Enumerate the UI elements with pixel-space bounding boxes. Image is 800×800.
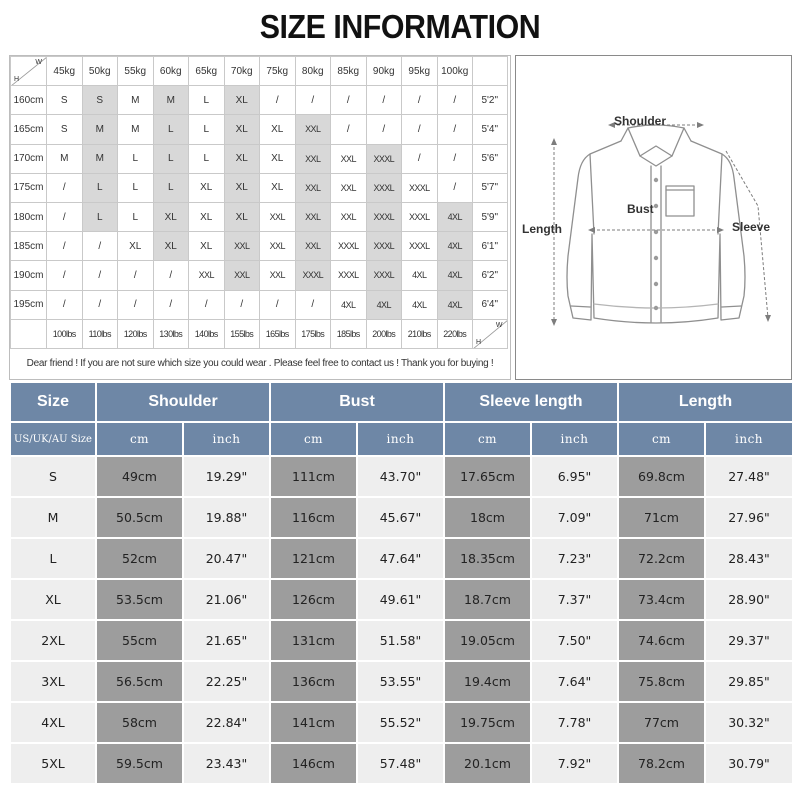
- sleeve-inch-cell: 7.64": [531, 661, 618, 702]
- shoulder-cm-cell: 59.5cm: [96, 743, 183, 784]
- height-in-label: 5'7": [473, 173, 508, 202]
- height-cm-label: 170cm: [11, 144, 47, 173]
- length-cm-cell: 69.8cm: [618, 456, 705, 497]
- matrix-size-cell: /: [82, 261, 118, 290]
- matrix-size-cell: S: [47, 115, 83, 144]
- weight-lbs-header: 120lbs: [118, 319, 154, 348]
- header-sleeve-length: Sleeve length: [444, 382, 618, 422]
- matrix-size-cell: XXL: [189, 261, 225, 290]
- shoulder-inch-cell: 19.88": [183, 497, 270, 538]
- weight-lbs-header: 140lbs: [189, 319, 225, 348]
- sleeve-cm-cell: 20.1cm: [444, 743, 531, 784]
- matrix-size-cell: /: [47, 261, 83, 290]
- sleeve-inch-cell: 6.95": [531, 456, 618, 497]
- unit-inch: inch: [357, 422, 444, 456]
- table-row: [10, 620, 793, 661]
- sleeve-inch-cell: 7.37": [531, 579, 618, 620]
- shoulder-cm-cell: 58cm: [96, 702, 183, 743]
- table-row: [10, 579, 793, 620]
- length-cm-cell: 73.4cm: [618, 579, 705, 620]
- shoulder-cm-cell: 53.5cm: [96, 579, 183, 620]
- height-in-label: 5'9": [473, 202, 508, 231]
- length-label: Length: [522, 222, 562, 236]
- size-cell: L: [10, 538, 96, 579]
- matrix-size-cell: /: [295, 290, 331, 319]
- unit-inch: inch: [705, 422, 793, 456]
- weight-lbs-header: 185lbs: [331, 319, 367, 348]
- shoulder-inch-cell: 19.29": [183, 456, 270, 497]
- size-cell: M: [10, 497, 96, 538]
- corner-weight-label: W: [35, 59, 42, 66]
- weight-lbs-header: 220lbs: [437, 319, 473, 348]
- bust-cm-cell: 146cm: [270, 743, 357, 784]
- matrix-size-cell: 4XL: [437, 232, 473, 261]
- matrix-size-cell: /: [295, 86, 331, 115]
- height-cm-label: 165cm: [11, 115, 47, 144]
- sleeve-cm-cell: 19.05cm: [444, 620, 531, 661]
- matrix-size-cell: XXL: [260, 202, 296, 231]
- matrix-size-cell: /: [260, 86, 296, 115]
- matrix-row: [11, 232, 508, 261]
- bust-cm-cell: 121cm: [270, 538, 357, 579]
- matrix-size-cell: XL: [189, 232, 225, 261]
- matrix-size-cell: /: [331, 86, 367, 115]
- matrix-size-cell: XXL: [331, 202, 367, 231]
- length-cm-cell: 72.2cm: [618, 538, 705, 579]
- matrix-size-cell: /: [437, 173, 473, 202]
- matrix-size-cell: XL: [224, 144, 260, 173]
- table-row: [10, 661, 793, 702]
- matrix-size-cell: XXXL: [331, 232, 367, 261]
- matrix-size-cell: M: [153, 86, 189, 115]
- size-cell: S: [10, 456, 96, 497]
- sleeve-cm-cell: 19.75cm: [444, 702, 531, 743]
- matrix-row: [11, 261, 508, 290]
- length-cm-cell: 78.2cm: [618, 743, 705, 784]
- matrix-row: [11, 86, 508, 115]
- matrix-size-cell: /: [153, 290, 189, 319]
- weight-kg-header: 50kg: [82, 57, 118, 86]
- size-matrix-table: [10, 56, 508, 349]
- matrix-size-cell: 4XL: [437, 261, 473, 290]
- matrix-corner-bottom: [473, 319, 508, 348]
- weight-kg-header: 95kg: [402, 57, 438, 86]
- length-inch-cell: 27.48": [705, 456, 793, 497]
- bust-inch-cell: 57.48": [357, 743, 444, 784]
- matrix-size-cell: XL: [260, 115, 296, 144]
- bust-inch-cell: 45.67": [357, 497, 444, 538]
- height-cm-label: 185cm: [11, 232, 47, 261]
- matrix-size-cell: XXL: [224, 261, 260, 290]
- matrix-row: [11, 173, 508, 202]
- matrix-size-cell: /: [366, 86, 402, 115]
- shoulder-inch-cell: 21.06": [183, 579, 270, 620]
- height-in-label: 5'4": [473, 115, 508, 144]
- matrix-size-cell: XXL: [331, 144, 367, 173]
- sleeve-inch-cell: 7.23": [531, 538, 618, 579]
- height-cm-label: 175cm: [11, 173, 47, 202]
- matrix-size-cell: /: [47, 202, 83, 231]
- weight-lbs-header: 155lbs: [224, 319, 260, 348]
- weight-kg-header: 100kg: [437, 57, 473, 86]
- shoulder-cm-cell: 56.5cm: [96, 661, 183, 702]
- matrix-size-cell: L: [82, 173, 118, 202]
- height-in-label: 6'1": [473, 232, 508, 261]
- shirt-illustration: [516, 56, 791, 379]
- matrix-size-cell: XL: [153, 232, 189, 261]
- shoulder-cm-cell: 49cm: [96, 456, 183, 497]
- weight-kg-header: 90kg: [366, 57, 402, 86]
- corner-height-label: H: [14, 76, 20, 84]
- weight-kg-header: 45kg: [47, 57, 83, 86]
- matrix-size-cell: 4XL: [331, 290, 367, 319]
- weight-lbs-header: 100lbs: [47, 319, 83, 348]
- measurement-diagram: [515, 55, 792, 380]
- bust-inch-cell: 47.64": [357, 538, 444, 579]
- shoulder-inch-cell: 20.47": [183, 538, 270, 579]
- bust-inch-cell: 49.61": [357, 579, 444, 620]
- matrix-size-cell: XXXL: [402, 232, 438, 261]
- table-row: [10, 538, 793, 579]
- weight-kg-header: 75kg: [260, 57, 296, 86]
- height-cm-label: 180cm: [11, 202, 47, 231]
- length-cm-cell: 71cm: [618, 497, 705, 538]
- matrix-size-cell: 4XL: [402, 290, 438, 319]
- height-cm-label: 195cm: [11, 290, 47, 319]
- weight-kg-header: 80kg: [295, 57, 331, 86]
- matrix-size-cell: 4XL: [366, 290, 402, 319]
- matrix-size-cell: XXXL: [366, 261, 402, 290]
- length-inch-cell: 30.79": [705, 743, 793, 784]
- bust-cm-cell: 111cm: [270, 456, 357, 497]
- table-row: [10, 456, 793, 497]
- matrix-size-cell: L: [82, 202, 118, 231]
- bust-cm-cell: 131cm: [270, 620, 357, 661]
- matrix-size-cell: L: [189, 115, 225, 144]
- length-inch-cell: 28.90": [705, 579, 793, 620]
- header-shoulder: Shoulder: [96, 382, 270, 422]
- sleeve-label: Sleeve: [732, 220, 771, 234]
- sleeve-cm-cell: 18.7cm: [444, 579, 531, 620]
- sleeve-cm-cell: 18.35cm: [444, 538, 531, 579]
- unit-inch: inch: [531, 422, 618, 456]
- matrix-size-cell: XXXL: [295, 261, 331, 290]
- bust-cm-cell: 141cm: [270, 702, 357, 743]
- matrix-size-cell: L: [118, 173, 154, 202]
- height-in-label: 6'4": [473, 290, 508, 319]
- bust-inch-cell: 43.70": [357, 456, 444, 497]
- header-size: Size: [10, 382, 96, 422]
- measurement-rows: [10, 456, 793, 784]
- weight-kg-header: 85kg: [331, 57, 367, 86]
- matrix-weight-lbs-row: [11, 319, 508, 348]
- weight-kg-header: 65kg: [189, 57, 225, 86]
- sleeve-inch-cell: 7.09": [531, 497, 618, 538]
- matrix-size-cell: XL: [260, 173, 296, 202]
- matrix-size-cell: L: [118, 144, 154, 173]
- weight-lbs-header: 165lbs: [260, 319, 296, 348]
- contact-note: Dear friend ! If you are not sure which size you could wear . Please feel free to contact us ! Thank you for buying !: [26, 358, 494, 369]
- length-cm-cell: 75.8cm: [618, 661, 705, 702]
- matrix-size-cell: XL: [224, 86, 260, 115]
- size-region-label: US/UK/AU Size: [10, 422, 96, 456]
- length-cm-cell: 74.6cm: [618, 620, 705, 661]
- weight-lbs-header: 110lbs: [82, 319, 118, 348]
- matrix-size-cell: /: [437, 115, 473, 144]
- matrix-row: [11, 115, 508, 144]
- matrix-row: [11, 202, 508, 231]
- height-in-label: 5'2": [473, 86, 508, 115]
- sleeve-inch-cell: 7.92": [531, 743, 618, 784]
- matrix-size-cell: XXL: [331, 173, 367, 202]
- matrix-size-cell: /: [82, 290, 118, 319]
- matrix-size-cell: 4XL: [437, 202, 473, 231]
- shoulder-inch-cell: 23.43": [183, 743, 270, 784]
- matrix-size-cell: XXL: [295, 173, 331, 202]
- sleeve-inch-cell: 7.50": [531, 620, 618, 661]
- height-in-label: 6'2": [473, 261, 508, 290]
- header-length: Length: [618, 382, 793, 422]
- matrix-size-cell: M: [118, 86, 154, 115]
- unit-cm: cm: [96, 422, 183, 456]
- bust-inch-cell: 53.55": [357, 661, 444, 702]
- matrix-size-cell: XL: [224, 202, 260, 231]
- size-cell: 2XL: [10, 620, 96, 661]
- matrix-size-cell: M: [82, 144, 118, 173]
- weight-lbs-header: 130lbs: [153, 319, 189, 348]
- bust-cm-cell: 136cm: [270, 661, 357, 702]
- table-row: [10, 702, 793, 743]
- shoulder-inch-cell: 22.84": [183, 702, 270, 743]
- size-cell: 3XL: [10, 661, 96, 702]
- matrix-size-cell: XXXL: [366, 173, 402, 202]
- matrix-size-cell: /: [47, 290, 83, 319]
- matrix-size-cell: /: [118, 290, 154, 319]
- size-cell: XL: [10, 579, 96, 620]
- matrix-size-cell: XL: [224, 115, 260, 144]
- matrix-size-cell: /: [437, 144, 473, 173]
- matrix-size-cell: L: [118, 202, 154, 231]
- shoulder-label: Shoulder: [614, 114, 667, 128]
- matrix-size-cell: /: [82, 232, 118, 261]
- corner-weight-label: W: [495, 321, 503, 329]
- matrix-size-cell: S: [47, 86, 83, 115]
- size-cell: 5XL: [10, 743, 96, 784]
- matrix-size-cell: M: [47, 144, 83, 173]
- length-inch-cell: 29.37": [705, 620, 793, 661]
- matrix-size-cell: /: [118, 261, 154, 290]
- matrix-size-cell: XXXL: [366, 232, 402, 261]
- unit-cm: cm: [618, 422, 705, 456]
- weight-lbs-header: 175lbs: [295, 319, 331, 348]
- matrix-size-cell: S: [82, 86, 118, 115]
- bust-label: Bust: [627, 202, 654, 216]
- sleeve-cm-cell: 18cm: [444, 497, 531, 538]
- matrix-size-cell: XXXL: [402, 202, 438, 231]
- weight-kg-header: 70kg: [224, 57, 260, 86]
- sleeve-cm-cell: 17.65cm: [444, 456, 531, 497]
- matrix-size-cell: XL: [118, 232, 154, 261]
- sleeve-cm-cell: 19.4cm: [444, 661, 531, 702]
- matrix-size-cell: XXL: [224, 232, 260, 261]
- header-bust: Bust: [270, 382, 444, 422]
- corner-height-label: H: [476, 338, 482, 346]
- matrix-size-cell: XXL: [295, 144, 331, 173]
- matrix-size-cell: XL: [224, 173, 260, 202]
- matrix-size-cell: XXL: [260, 232, 296, 261]
- matrix-size-cell: L: [189, 86, 225, 115]
- matrix-size-cell: M: [82, 115, 118, 144]
- shoulder-cm-cell: 50.5cm: [96, 497, 183, 538]
- page-title: SIZE INFORMATION: [259, 8, 541, 45]
- matrix-size-cell: XXL: [295, 232, 331, 261]
- matrix-size-cell: XXXL: [366, 202, 402, 231]
- size-matrix: [9, 55, 511, 380]
- matrix-size-cell: XL: [153, 202, 189, 231]
- matrix-size-cell: /: [47, 173, 83, 202]
- shoulder-inch-cell: 21.65": [183, 620, 270, 661]
- matrix-size-cell: /: [366, 115, 402, 144]
- bust-inch-cell: 55.52": [357, 702, 444, 743]
- length-inch-cell: 30.32": [705, 702, 793, 743]
- bust-cm-cell: 126cm: [270, 579, 357, 620]
- matrix-size-cell: L: [153, 115, 189, 144]
- matrix-size-cell: L: [153, 144, 189, 173]
- bust-cm-cell: 116cm: [270, 497, 357, 538]
- size-cell: 4XL: [10, 702, 96, 743]
- length-inch-cell: 29.85": [705, 661, 793, 702]
- matrix-size-cell: L: [189, 144, 225, 173]
- matrix-row: [11, 290, 508, 319]
- matrix-size-cell: /: [331, 115, 367, 144]
- measurement-table: [9, 381, 794, 785]
- matrix-size-cell: XXXL: [331, 261, 367, 290]
- matrix-size-cell: XXXL: [366, 144, 402, 173]
- matrix-empty-cell: [11, 319, 47, 348]
- matrix-size-cell: XL: [260, 144, 296, 173]
- weight-kg-header: 60kg: [153, 57, 189, 86]
- matrix-size-cell: /: [402, 144, 438, 173]
- matrix-empty-cell: [473, 57, 508, 86]
- matrix-size-cell: XL: [189, 202, 225, 231]
- matrix-size-cell: XXXL: [402, 173, 438, 202]
- shoulder-inch-cell: 22.25": [183, 661, 270, 702]
- sleeve-inch-cell: 7.78": [531, 702, 618, 743]
- matrix-size-cell: L: [153, 173, 189, 202]
- matrix-size-cell: M: [118, 115, 154, 144]
- table-row: [10, 497, 793, 538]
- weight-lbs-header: 210lbs: [402, 319, 438, 348]
- height-cm-label: 190cm: [11, 261, 47, 290]
- unit-inch: inch: [183, 422, 270, 456]
- unit-cm: cm: [444, 422, 531, 456]
- matrix-size-cell: XXL: [295, 115, 331, 144]
- shoulder-cm-cell: 52cm: [96, 538, 183, 579]
- bust-inch-cell: 51.58": [357, 620, 444, 661]
- matrix-row: [11, 144, 508, 173]
- matrix-size-cell: /: [47, 232, 83, 261]
- matrix-size-cell: /: [437, 86, 473, 115]
- length-inch-cell: 27.96": [705, 497, 793, 538]
- matrix-size-cell: /: [260, 290, 296, 319]
- matrix-size-cell: 4XL: [402, 261, 438, 290]
- matrix-size-cell: XXL: [295, 202, 331, 231]
- unit-cm: cm: [270, 422, 357, 456]
- matrix-size-cell: /: [402, 86, 438, 115]
- matrix-size-cell: /: [402, 115, 438, 144]
- weight-kg-header: 55kg: [118, 57, 154, 86]
- matrix-size-cell: /: [189, 290, 225, 319]
- shoulder-cm-cell: 55cm: [96, 620, 183, 661]
- matrix-size-cell: 4XL: [437, 290, 473, 319]
- matrix-size-cell: XXL: [260, 261, 296, 290]
- height-in-label: 5'6": [473, 144, 508, 173]
- length-inch-cell: 28.43": [705, 538, 793, 579]
- length-cm-cell: 77cm: [618, 702, 705, 743]
- matrix-size-cell: /: [224, 290, 260, 319]
- weight-lbs-header: 200lbs: [366, 319, 402, 348]
- matrix-size-cell: /: [153, 261, 189, 290]
- matrix-size-cell: XL: [189, 173, 225, 202]
- table-row: [10, 743, 793, 784]
- height-cm-label: 160cm: [11, 86, 47, 115]
- matrix-weight-kg-row: [11, 57, 508, 86]
- matrix-corner: [11, 57, 47, 86]
